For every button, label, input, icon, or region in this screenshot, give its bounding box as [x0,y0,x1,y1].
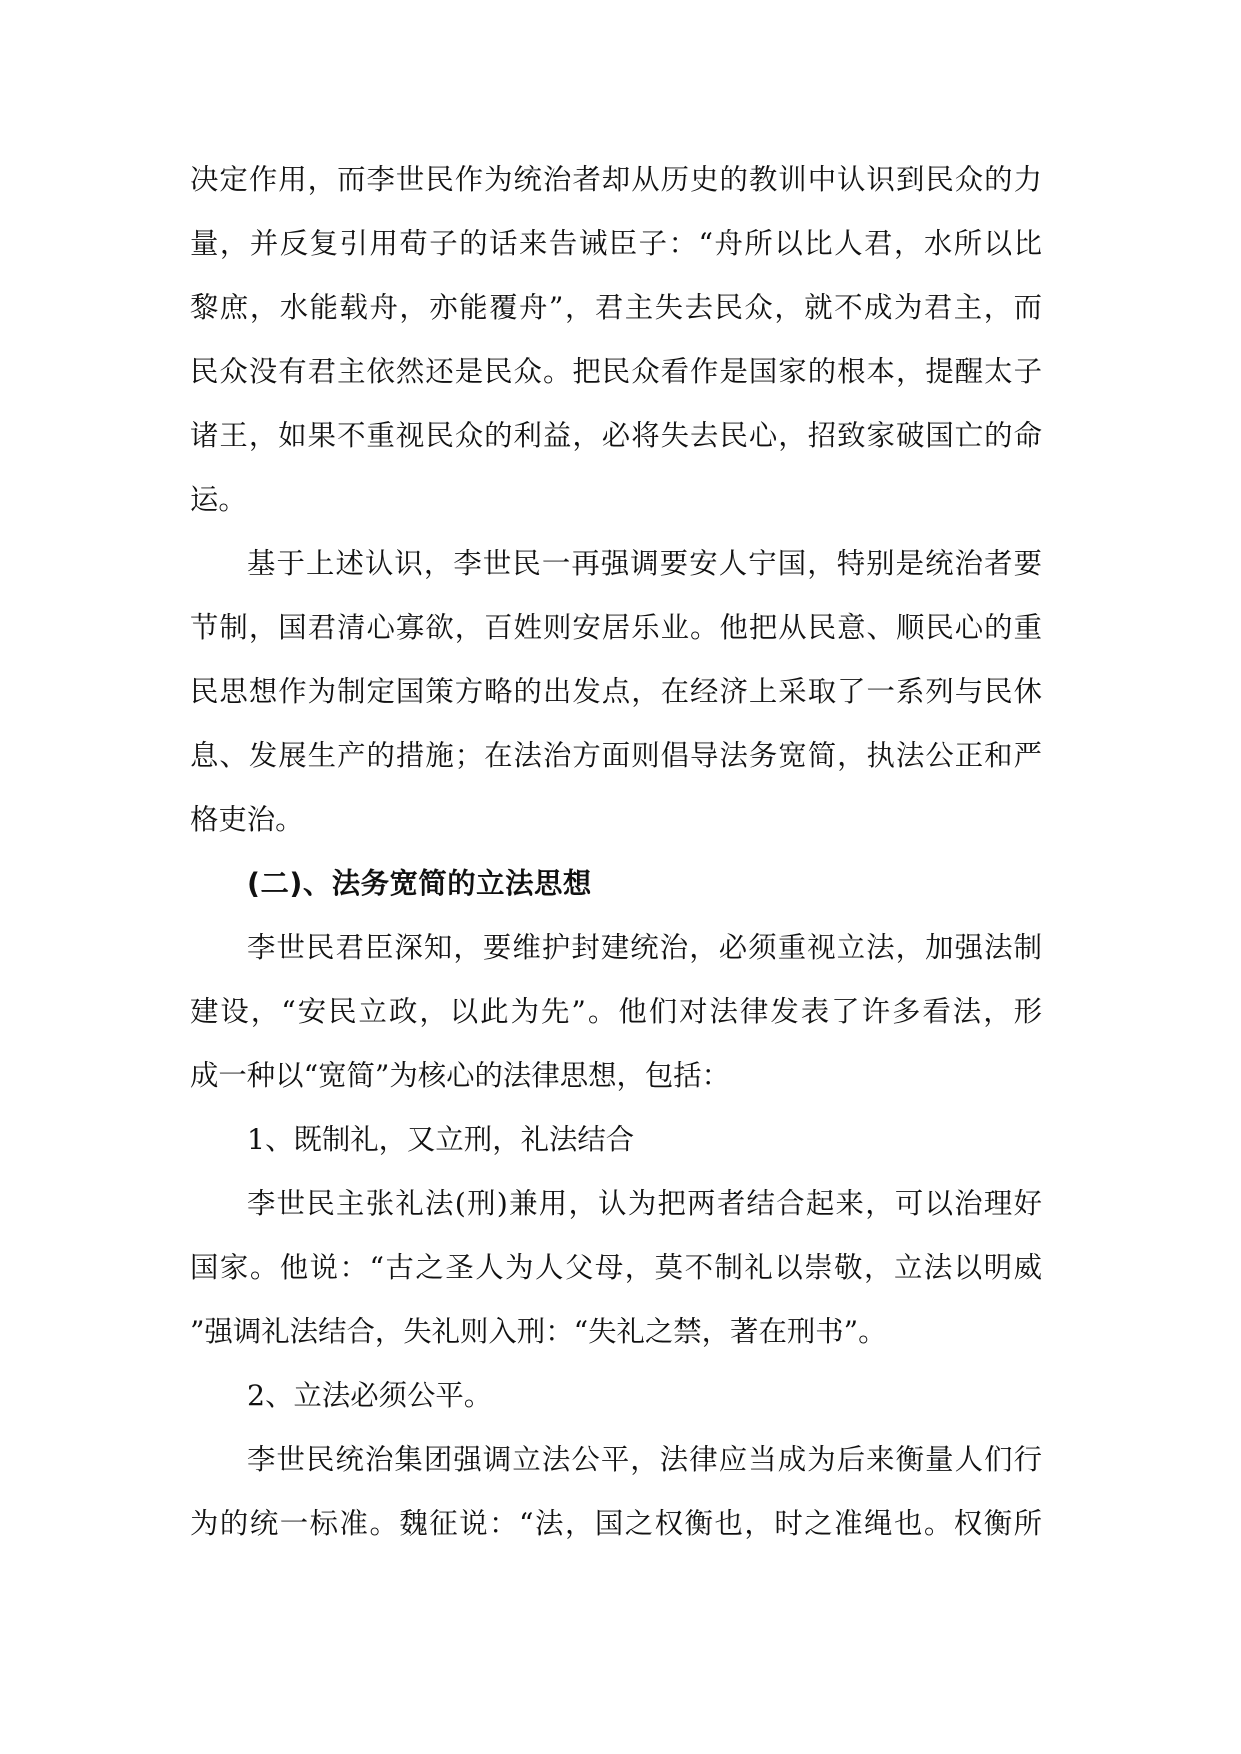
paragraph-2 [190,532,1042,852]
text-line: 量，并反复引用荀子的话来告诫臣子：“舟所以比人君，水所以比 [190,227,1042,260]
text-line: 李世民君臣深知，要维护封建统治，必须重视立法，加强法制 [247,931,1042,964]
text-line: 民众没有君主依然还是民众。把民众看作是国家的根本，提醒太子 [190,355,1042,388]
text-line: 国家。他说：“古之圣人为人父母，莫不制礼以崇敬，立法以明威 [190,1251,1042,1284]
text-line: 节制，国君清心寡欲，百姓则安居乐业。他把从民意、顺民心的重 [190,611,1042,644]
text-line: 基于上述认识，李世民一再强调要安人宁国，特别是统治者要 [247,547,1042,580]
text-line: 运。 [190,483,247,516]
section-heading: (二)、法务宽简的立法思想 [247,867,592,900]
text-line: 建设，“安民立政，以此为先”。他们对法律发表了许多看法，形 [190,995,1042,1028]
text-line: 诸王，如果不重视民众的利益，必将失去民心，招致家破国亡的命 [190,419,1042,452]
document-page [190,148,1042,1556]
text-line: 息、发展生产的措施；在法治方面则倡导法务宽简，执法公正和严 [190,739,1042,772]
list-item-heading: 1、既制礼，又立刑，礼法结合 [247,1123,635,1156]
text-line: ”强调礼法结合，失礼则入刑：“失礼之禁，著在刑书”。 [190,1315,887,1348]
text-line: 决定作用，而李世民作为统治者却从历史的教训中认识到民众的力 [190,163,1042,196]
paragraph-4 [190,1172,1042,1364]
paragraph-5 [190,1428,1042,1556]
text-line: 李世民主张礼法(刑)兼用，认为把两者结合起来，可以治理好 [247,1187,1042,1220]
subheading-1 [190,1108,1042,1172]
text-line: 民思想作为制定国策方略的出发点，在经济上采取了一系列与民休 [190,675,1042,708]
text-line: 格吏治。 [190,803,304,836]
text-line: 李世民统治集团强调立法公平，法律应当成为后来衡量人们行 [247,1443,1042,1476]
text-line: 成一种以“宽简”为核心的法律思想，包括： [190,1059,731,1092]
text-line: 黎庶，水能载舟，亦能覆舟”，君主失去民众，就不成为君主，而 [190,291,1042,324]
list-item-heading: 2、立法必须公平。 [247,1379,493,1412]
subheading-2 [190,1364,1042,1428]
paragraph-3 [190,916,1042,1108]
paragraph-1 [190,148,1042,532]
section-heading-block [190,852,1042,916]
text-line: 为的统一标准。魏征说：“法，国之权衡也，时之准绳也。权衡所 [190,1507,1042,1540]
